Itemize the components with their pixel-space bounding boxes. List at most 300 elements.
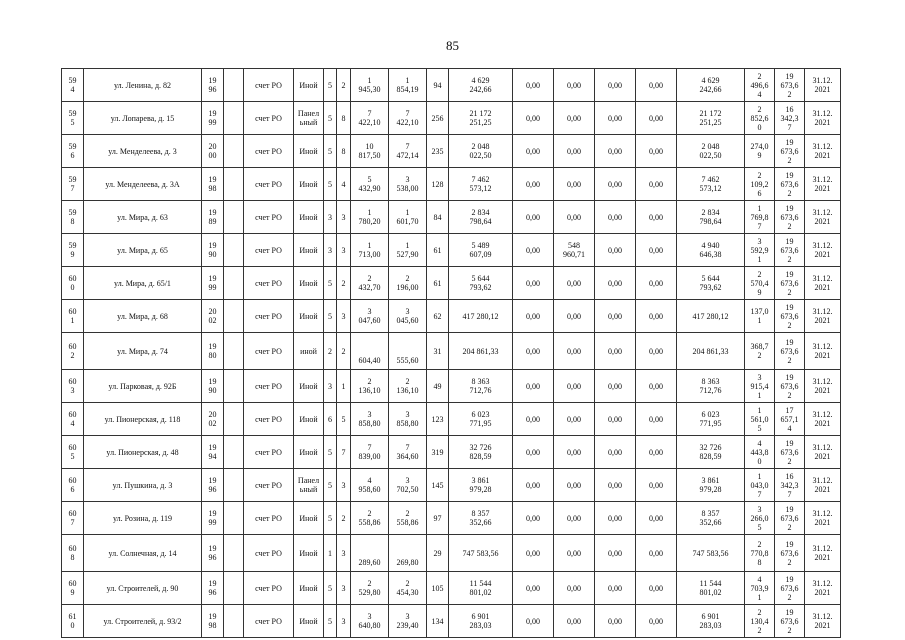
entrances-cell: 2: [337, 502, 351, 535]
floors-cell: 5: [324, 69, 337, 102]
empty-cell: [224, 572, 244, 605]
address-cell: ул. Мира, д. 65/1: [84, 267, 202, 300]
empty-cell: [224, 469, 244, 502]
living-area-cell: 3 858,80: [389, 403, 427, 436]
address-cell: ул. Парковая, д. 92Б: [84, 370, 202, 403]
cost-source-1-cell: 0,00: [513, 370, 554, 403]
row-number: 60 6: [62, 469, 84, 502]
total-area-cell: 3 047,60: [351, 300, 389, 333]
deadline-cell: 31.12. 2021: [805, 535, 841, 572]
living-area-cell: 3 702,50: [389, 469, 427, 502]
year-cell: 19 98: [202, 168, 224, 201]
total-cost-cell: 2 048 022,50: [449, 135, 513, 168]
address-cell: ул. Ленина, д. 82: [84, 69, 202, 102]
limit-cost-cell: 19 673,6 2: [775, 201, 805, 234]
total-area-cell: 2 529,80: [351, 572, 389, 605]
total-area-cell: 2 136,10: [351, 370, 389, 403]
cost-source-1-cell: 0,00: [513, 102, 554, 135]
residents-cell: 31: [427, 333, 449, 370]
empty-cell: [224, 535, 244, 572]
limit-cost-cell: 19 673,6 2: [775, 370, 805, 403]
address-cell: ул. Пионерская, д. 48: [84, 436, 202, 469]
cost-source-3-cell: 0,00: [595, 300, 636, 333]
cost-source-4-cell: 0,00: [636, 102, 677, 135]
unit-cost-cell: 2 109,2 6: [745, 168, 775, 201]
empty-cell: [224, 502, 244, 535]
total-area-cell: 1 945,30: [351, 69, 389, 102]
cost-source-4-cell: 0,00: [636, 502, 677, 535]
cost-source-3-cell: 0,00: [595, 69, 636, 102]
fund-cell: счет РО: [244, 201, 294, 234]
address-cell: ул. Розина, д. 119: [84, 502, 202, 535]
wall-material-cell: Иной: [294, 502, 324, 535]
living-area-cell: 3 538,00: [389, 168, 427, 201]
residents-cell: 256: [427, 102, 449, 135]
limit-cost-cell: 17 657,1 4: [775, 403, 805, 436]
residents-cell: 97: [427, 502, 449, 535]
row-number: 60 0: [62, 267, 84, 300]
limit-cost-cell: 19 673,6 2: [775, 605, 805, 638]
cost-source-4-cell: 0,00: [636, 370, 677, 403]
year-cell: 19 96: [202, 469, 224, 502]
residents-cell: 128: [427, 168, 449, 201]
row-number: 60 5: [62, 436, 84, 469]
cost-source-3-cell: 0,00: [595, 135, 636, 168]
cost-source-1-cell: 0,00: [513, 436, 554, 469]
entrances-cell: 2: [337, 69, 351, 102]
floors-cell: 5: [324, 605, 337, 638]
cost-source-4-cell: 0,00: [636, 69, 677, 102]
final-cost-cell: 417 280,12: [677, 300, 745, 333]
final-cost-cell: 4 940 646,38: [677, 234, 745, 267]
row-number: 59 9: [62, 234, 84, 267]
unit-cost-cell: 2 496,6 4: [745, 69, 775, 102]
unit-cost-cell: 2 770,8 8: [745, 535, 775, 572]
empty-cell: [224, 605, 244, 638]
deadline-cell: 31.12. 2021: [805, 135, 841, 168]
empty-cell: [224, 102, 244, 135]
year-cell: 19 96: [202, 69, 224, 102]
cost-source-4-cell: 0,00: [636, 300, 677, 333]
cost-source-3-cell: 0,00: [595, 535, 636, 572]
address-cell: ул. Менделеева, д. 3: [84, 135, 202, 168]
floors-cell: 3: [324, 234, 337, 267]
deadline-cell: 31.12. 2021: [805, 69, 841, 102]
cost-source-1-cell: 0,00: [513, 135, 554, 168]
limit-cost-cell: 19 673,6 2: [775, 234, 805, 267]
empty-cell: [224, 300, 244, 333]
empty-cell: [224, 333, 244, 370]
living-area-cell: 2 558,86: [389, 502, 427, 535]
final-cost-cell: 21 172 251,25: [677, 102, 745, 135]
unit-cost-cell: 2 570,4 9: [745, 267, 775, 300]
limit-cost-cell: 19 673,6 2: [775, 267, 805, 300]
final-cost-cell: 2 048 022,50: [677, 135, 745, 168]
floors-cell: 5: [324, 135, 337, 168]
cost-source-3-cell: 0,00: [595, 234, 636, 267]
total-cost-cell: 6 023 771,95: [449, 403, 513, 436]
entrances-cell: 5: [337, 403, 351, 436]
final-cost-cell: 32 726 828,59: [677, 436, 745, 469]
residents-cell: 61: [427, 234, 449, 267]
floors-cell: 1: [324, 535, 337, 572]
row-number: 59 8: [62, 201, 84, 234]
entrances-cell: 1: [337, 370, 351, 403]
table-row: [62, 469, 841, 502]
wall-material-cell: Иной: [294, 267, 324, 300]
empty-cell: [224, 370, 244, 403]
cost-source-2-cell: 0,00: [554, 403, 595, 436]
table-row: [62, 135, 841, 168]
fund-cell: счет РО: [244, 535, 294, 572]
floors-cell: 5: [324, 469, 337, 502]
total-area-cell: 1 713,00: [351, 234, 389, 267]
total-area-cell: 2 558,86: [351, 502, 389, 535]
table-row: [62, 102, 841, 135]
unit-cost-cell: 4 443,8 0: [745, 436, 775, 469]
total-cost-cell: 8 357 352,66: [449, 502, 513, 535]
cost-source-3-cell: 0,00: [595, 201, 636, 234]
fund-cell: счет РО: [244, 234, 294, 267]
row-number: 60 3: [62, 370, 84, 403]
living-area-cell: 1 854,19: [389, 69, 427, 102]
unit-cost-cell: 2 852,6 0: [745, 102, 775, 135]
wall-material-cell: Панел ьный: [294, 102, 324, 135]
limit-cost-cell: 16 342,3 7: [775, 102, 805, 135]
living-area-cell: 3 239,40: [389, 605, 427, 638]
entrances-cell: 3: [337, 535, 351, 572]
final-cost-cell: 6 901 283,03: [677, 605, 745, 638]
cost-source-3-cell: 0,00: [595, 605, 636, 638]
cost-source-4-cell: 0,00: [636, 333, 677, 370]
address-cell: ул. Лопарева, д. 15: [84, 102, 202, 135]
table-row: [62, 300, 841, 333]
address-cell: ул. Строителей, д. 90: [84, 572, 202, 605]
cost-source-1-cell: 0,00: [513, 333, 554, 370]
fund-cell: счет РО: [244, 69, 294, 102]
address-cell: ул. Мира, д. 74: [84, 333, 202, 370]
final-cost-cell: 204 861,33: [677, 333, 745, 370]
cost-source-2-cell: 0,00: [554, 102, 595, 135]
row-number: 59 7: [62, 168, 84, 201]
wall-material-cell: Иной: [294, 572, 324, 605]
final-cost-cell: 7 462 573,12: [677, 168, 745, 201]
cost-source-4-cell: 0,00: [636, 605, 677, 638]
residents-cell: 62: [427, 300, 449, 333]
cost-source-1-cell: 0,00: [513, 168, 554, 201]
wall-material-cell: Иной: [294, 201, 324, 234]
cost-source-3-cell: 0,00: [595, 502, 636, 535]
floors-cell: 5: [324, 102, 337, 135]
cost-source-4-cell: 0,00: [636, 201, 677, 234]
address-cell: ул. Мира, д. 63: [84, 201, 202, 234]
residents-cell: 49: [427, 370, 449, 403]
living-area-cell: 1 601,70: [389, 201, 427, 234]
floors-cell: 5: [324, 168, 337, 201]
deadline-cell: 31.12. 2021: [805, 370, 841, 403]
unit-cost-cell: 1 043,0 7: [745, 469, 775, 502]
final-cost-cell: 4 629 242,66: [677, 69, 745, 102]
total-cost-cell: 417 280,12: [449, 300, 513, 333]
unit-cost-cell: 368,7 2: [745, 333, 775, 370]
total-cost-cell: 6 901 283,03: [449, 605, 513, 638]
residents-cell: 94: [427, 69, 449, 102]
fund-cell: счет РО: [244, 168, 294, 201]
empty-cell: [224, 69, 244, 102]
residents-cell: 105: [427, 572, 449, 605]
living-area-cell: 7 364,60: [389, 436, 427, 469]
empty-cell: [224, 135, 244, 168]
cost-source-1-cell: 0,00: [513, 502, 554, 535]
cost-source-3-cell: 0,00: [595, 168, 636, 201]
total-area-cell: 604,40: [351, 333, 389, 370]
floors-cell: 5: [324, 267, 337, 300]
fund-cell: счет РО: [244, 403, 294, 436]
cost-source-2-cell: 0,00: [554, 69, 595, 102]
year-cell: 20 00: [202, 135, 224, 168]
wall-material-cell: Иной: [294, 168, 324, 201]
final-cost-cell: 2 834 798,64: [677, 201, 745, 234]
year-cell: 19 99: [202, 502, 224, 535]
row-number: 59 5: [62, 102, 84, 135]
wall-material-cell: Иной: [294, 535, 324, 572]
table-row: [62, 333, 841, 370]
cost-source-2-cell: 0,00: [554, 535, 595, 572]
entrances-cell: 8: [337, 102, 351, 135]
living-area-cell: 7 422,10: [389, 102, 427, 135]
cost-source-1-cell: 0,00: [513, 69, 554, 102]
limit-cost-cell: 19 673,6 2: [775, 502, 805, 535]
limit-cost-cell: 19 673,6 2: [775, 572, 805, 605]
unit-cost-cell: 3 266,0 5: [745, 502, 775, 535]
entrances-cell: 3: [337, 572, 351, 605]
row-number: 59 4: [62, 69, 84, 102]
total-area-cell: 3 858,80: [351, 403, 389, 436]
year-cell: 19 90: [202, 234, 224, 267]
fund-cell: счет РО: [244, 370, 294, 403]
deadline-cell: 31.12. 2021: [805, 469, 841, 502]
year-cell: 19 94: [202, 436, 224, 469]
cost-source-2-cell: 0,00: [554, 469, 595, 502]
row-number: 61 0: [62, 605, 84, 638]
floors-cell: 3: [324, 201, 337, 234]
cost-source-1-cell: 0,00: [513, 535, 554, 572]
deadline-cell: 31.12. 2021: [805, 403, 841, 436]
table-row: [62, 168, 841, 201]
year-cell: 19 80: [202, 333, 224, 370]
cost-source-1-cell: 0,00: [513, 403, 554, 436]
year-cell: 19 96: [202, 535, 224, 572]
table-row: [62, 535, 841, 572]
empty-cell: [224, 234, 244, 267]
total-cost-cell: 3 861 979,28: [449, 469, 513, 502]
address-cell: ул. Менделеева, д. 3А: [84, 168, 202, 201]
deadline-cell: 31.12. 2021: [805, 168, 841, 201]
total-cost-cell: 11 544 801,02: [449, 572, 513, 605]
final-cost-cell: 8 357 352,66: [677, 502, 745, 535]
limit-cost-cell: 19 673,6 2: [775, 168, 805, 201]
cost-source-1-cell: 0,00: [513, 267, 554, 300]
final-cost-cell: 6 023 771,95: [677, 403, 745, 436]
unit-cost-cell: 4 703,9 1: [745, 572, 775, 605]
entrances-cell: 4: [337, 168, 351, 201]
living-area-cell: 2 454,30: [389, 572, 427, 605]
final-cost-cell: 8 363 712,76: [677, 370, 745, 403]
entrances-cell: 3: [337, 469, 351, 502]
fund-cell: счет РО: [244, 469, 294, 502]
total-area-cell: 7 422,10: [351, 102, 389, 135]
living-area-cell: 3 045,60: [389, 300, 427, 333]
total-area-cell: 3 640,80: [351, 605, 389, 638]
empty-cell: [224, 436, 244, 469]
deadline-cell: 31.12. 2021: [805, 572, 841, 605]
cost-source-3-cell: 0,00: [595, 102, 636, 135]
total-area-cell: 289,60: [351, 535, 389, 572]
residents-cell: 29: [427, 535, 449, 572]
living-area-cell: 2 196,00: [389, 267, 427, 300]
deadline-cell: 31.12. 2021: [805, 605, 841, 638]
cost-source-3-cell: 0,00: [595, 436, 636, 469]
row-number: 60 7: [62, 502, 84, 535]
residents-cell: 84: [427, 201, 449, 234]
total-cost-cell: 204 861,33: [449, 333, 513, 370]
table-row: [62, 403, 841, 436]
cost-source-3-cell: 0,00: [595, 469, 636, 502]
unit-cost-cell: 2 130,4 2: [745, 605, 775, 638]
limit-cost-cell: 19 673,6 2: [775, 135, 805, 168]
floors-cell: 6: [324, 403, 337, 436]
unit-cost-cell: 137,0 1: [745, 300, 775, 333]
table-row: [62, 234, 841, 267]
residents-cell: 61: [427, 267, 449, 300]
total-cost-cell: 4 629 242,66: [449, 69, 513, 102]
fund-cell: счет РО: [244, 605, 294, 638]
unit-cost-cell: 274,0 9: [745, 135, 775, 168]
cost-source-1-cell: 0,00: [513, 572, 554, 605]
cost-source-3-cell: 0,00: [595, 370, 636, 403]
address-cell: ул. Пионерская, д. 118: [84, 403, 202, 436]
table-row: [62, 69, 841, 102]
residents-cell: 145: [427, 469, 449, 502]
page-number: 85: [446, 38, 459, 53]
unit-cost-cell: 3 915,4 1: [745, 370, 775, 403]
floors-cell: 5: [324, 300, 337, 333]
cost-source-2-cell: 0,00: [554, 502, 595, 535]
limit-cost-cell: 16 342,3 7: [775, 469, 805, 502]
year-cell: 20 02: [202, 403, 224, 436]
entrances-cell: 3: [337, 300, 351, 333]
cost-source-2-cell: 0,00: [554, 605, 595, 638]
total-cost-cell: 21 172 251,25: [449, 102, 513, 135]
unit-cost-cell: 1 561,0 5: [745, 403, 775, 436]
fund-cell: счет РО: [244, 436, 294, 469]
fund-cell: счет РО: [244, 502, 294, 535]
cost-source-1-cell: 0,00: [513, 201, 554, 234]
fund-cell: счет РО: [244, 300, 294, 333]
wall-material-cell: Панел ьный: [294, 469, 324, 502]
limit-cost-cell: 19 673,6 2: [775, 436, 805, 469]
deadline-cell: 31.12. 2021: [805, 502, 841, 535]
row-number: 60 1: [62, 300, 84, 333]
wall-material-cell: Иной: [294, 300, 324, 333]
year-cell: 19 96: [202, 572, 224, 605]
fund-cell: счет РО: [244, 135, 294, 168]
year-cell: 19 90: [202, 370, 224, 403]
table-body: [62, 69, 841, 638]
limit-cost-cell: 19 673,6 2: [775, 69, 805, 102]
total-area-cell: 7 839,00: [351, 436, 389, 469]
row-number: 59 6: [62, 135, 84, 168]
address-cell: ул. Пушкина, д. 3: [84, 469, 202, 502]
cost-source-4-cell: 0,00: [636, 535, 677, 572]
cost-source-1-cell: 0,00: [513, 469, 554, 502]
entrances-cell: 8: [337, 135, 351, 168]
housing-register-table: [61, 68, 841, 638]
deadline-cell: 31.12. 2021: [805, 201, 841, 234]
limit-cost-cell: 19 673,6 2: [775, 535, 805, 572]
final-cost-cell: 11 544 801,02: [677, 572, 745, 605]
total-area-cell: 2 432,70: [351, 267, 389, 300]
address-cell: ул. Строителей, д. 93/2: [84, 605, 202, 638]
cost-source-2-cell: 0,00: [554, 201, 595, 234]
wall-material-cell: Иной: [294, 370, 324, 403]
cost-source-4-cell: 0,00: [636, 267, 677, 300]
unit-cost-cell: 1 769,8 7: [745, 201, 775, 234]
table-row: [62, 201, 841, 234]
residents-cell: 134: [427, 605, 449, 638]
residents-cell: 235: [427, 135, 449, 168]
empty-cell: [224, 168, 244, 201]
cost-source-3-cell: 0,00: [595, 267, 636, 300]
wall-material-cell: Иной: [294, 436, 324, 469]
cost-source-2-cell: 0,00: [554, 333, 595, 370]
table-row: [62, 502, 841, 535]
row-number: 60 8: [62, 535, 84, 572]
total-area-cell: 1 780,20: [351, 201, 389, 234]
year-cell: 19 98: [202, 605, 224, 638]
deadline-cell: 31.12. 2021: [805, 436, 841, 469]
cost-source-2-cell: 0,00: [554, 300, 595, 333]
cost-source-2-cell: 0,00: [554, 267, 595, 300]
unit-cost-cell: 3 592,9 1: [745, 234, 775, 267]
cost-source-3-cell: 0,00: [595, 333, 636, 370]
table-row: [62, 267, 841, 300]
limit-cost-cell: 19 673,6 2: [775, 333, 805, 370]
entrances-cell: 7: [337, 436, 351, 469]
total-cost-cell: 5 489 607,09: [449, 234, 513, 267]
total-area-cell: 4 958,60: [351, 469, 389, 502]
limit-cost-cell: 19 673,6 2: [775, 300, 805, 333]
table-row: [62, 572, 841, 605]
address-cell: ул. Солнечная, д. 14: [84, 535, 202, 572]
year-cell: 19 89: [202, 201, 224, 234]
cost-source-3-cell: 0,00: [595, 572, 636, 605]
residents-cell: 123: [427, 403, 449, 436]
cost-source-2-cell: 0,00: [554, 436, 595, 469]
living-area-cell: 1 527,90: [389, 234, 427, 267]
entrances-cell: 3: [337, 201, 351, 234]
living-area-cell: 269,80: [389, 535, 427, 572]
total-cost-cell: 747 583,56: [449, 535, 513, 572]
cost-source-2-cell: 0,00: [554, 370, 595, 403]
deadline-cell: 31.12. 2021: [805, 300, 841, 333]
floors-cell: 5: [324, 436, 337, 469]
fund-cell: счет РО: [244, 102, 294, 135]
floors-cell: 3: [324, 370, 337, 403]
cost-source-4-cell: 0,00: [636, 572, 677, 605]
total-cost-cell: 7 462 573,12: [449, 168, 513, 201]
total-area-cell: 5 432,90: [351, 168, 389, 201]
